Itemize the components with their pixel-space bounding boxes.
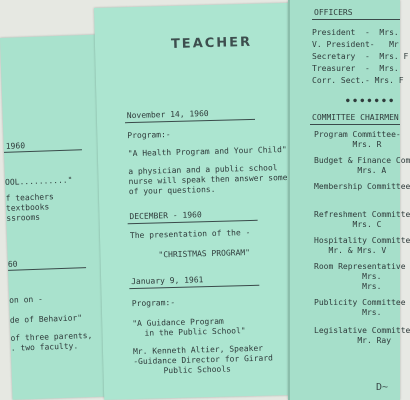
- jan-title-2: in the Public School": [144, 326, 246, 338]
- nov-date: November 14, 1960: [126, 109, 209, 121]
- committee-8-chair: Mr. Ray: [314, 336, 392, 345]
- left-line-1: 1960: [5, 141, 26, 151]
- officer-5: Corr. Sect.- Mrs. F: [312, 76, 404, 85]
- committee-6-chair-a: Mrs.: [314, 272, 382, 281]
- left-line-4: textbooks: [5, 202, 50, 213]
- separator-dots: ● ● ● ● ● ● ●: [346, 97, 393, 104]
- committee-4-chair: Mrs. C: [314, 220, 382, 229]
- page-title: TEACHER: [170, 34, 253, 52]
- committee-3: Membership Committee: [314, 182, 410, 191]
- committee-8: Legislative Committe: [314, 326, 410, 335]
- right-panel: [288, 0, 410, 400]
- officer-4: Treasurer - Mrs.: [312, 64, 399, 73]
- officer-3: Secretary - Mrs. F: [312, 52, 409, 61]
- nov-desc-1: a physician and a public school: [128, 163, 278, 177]
- nov-desc-3: of your questions.: [128, 184, 216, 197]
- left-line-7: on on -: [9, 294, 44, 305]
- rule: [310, 124, 400, 125]
- committee-6: Room Representative: [314, 262, 406, 271]
- left-line-10: . two faculty.: [10, 341, 79, 353]
- nov-program-label: Program:-: [127, 130, 171, 141]
- committee-7: Publicity Committee: [314, 298, 406, 307]
- jan-date: January 9, 1961: [131, 275, 204, 287]
- fold-line: [288, 0, 290, 400]
- center-panel: [94, 3, 304, 400]
- left-line-5: ssrooms: [6, 212, 41, 223]
- committee-1: Program Committee-: [314, 130, 401, 139]
- dec-desc: The presentation of the -: [129, 227, 251, 241]
- committee-7-chair: Mrs.: [314, 308, 387, 317]
- nov-program-title: "A Health Program and Your Child": [127, 145, 287, 159]
- officer-1: President - Mrs.: [312, 28, 399, 37]
- committee-heading: COMMITTEE CHAIRMEN: [312, 113, 399, 122]
- committee-6-chair-b: Mrs.: [314, 282, 382, 291]
- left-line-2: OOL..........": [4, 175, 73, 187]
- jan-speaker-1: Mr. Kenneth Altier, Speaker: [132, 343, 264, 357]
- committee-5-chair: Mr. & Mrs. V: [314, 246, 387, 255]
- officers-heading: OFFICERS: [314, 8, 353, 17]
- rule: [312, 19, 400, 20]
- officer-2: V. President- Mr: [312, 40, 399, 49]
- rule: [8, 267, 86, 271]
- left-line-6: 60: [7, 259, 18, 269]
- nov-desc-2: nurse will speak then answer some: [128, 172, 288, 187]
- dec-date: DECEMBER - 1960: [129, 210, 202, 222]
- left-line-8: de of Behavior": [9, 313, 83, 325]
- committee-2-chair: Mrs. A: [314, 166, 387, 175]
- committee-1-chair: Mrs. R: [314, 140, 382, 149]
- committee-4: Refreshment Committe: [314, 210, 410, 219]
- jan-speaker-2: -Guidance Director for Girard: [133, 353, 274, 367]
- handwritten-mark: D~: [376, 382, 389, 393]
- jan-program-label: Program:-: [131, 297, 176, 309]
- jan-title-1: "A Guidance Program: [132, 316, 224, 329]
- left-line-3: f teachers: [5, 192, 54, 203]
- committee-2: Budget & Finance Com: [314, 156, 410, 165]
- dec-title: "CHRISTMAS PROGRAM": [158, 248, 251, 260]
- committee-5: Hospitality Committe: [314, 236, 410, 245]
- jan-speaker-3: Public Schools: [163, 364, 232, 376]
- left-line-9: of three parents,: [10, 330, 93, 343]
